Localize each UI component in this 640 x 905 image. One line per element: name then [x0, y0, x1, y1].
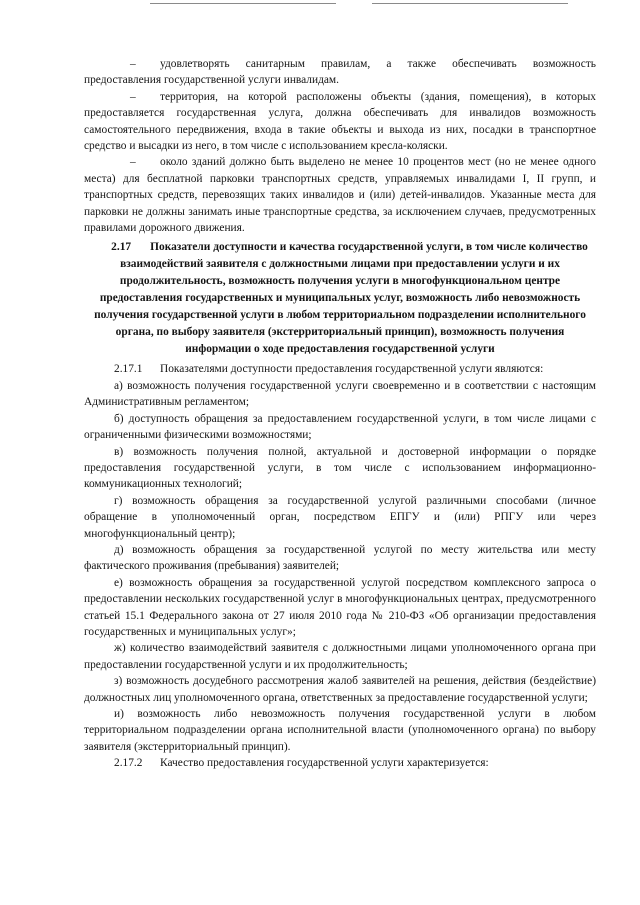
- subsection-2-17-1: [84, 361, 596, 377]
- scan-edge-line: [150, 3, 336, 4]
- list-item-z: з) возможность досудебного рассмотрения жалоб заявителей на решения, действия (бездействие) должностных лиц уполномоченного органа, ответственных за предоставление государственной услуги;: [84, 675, 596, 704]
- dash-marker: –: [130, 156, 136, 169]
- document-page: [84, 56, 596, 772]
- list-item-d: д) возможность обращения за государственной услугой по месту жительства или месту фактического проживания (пребывания) заявителей;: [84, 543, 596, 573]
- list-item-zh: ж) количество взаимодействий заявителя с должностными лицами уполномоченного органа при предоставлении государственной услуги и их продолжительность;: [84, 642, 596, 671]
- list-item-a: а) возможность получения государственной услуги своевременно и в соответствии с настоящим Административным регламентом;: [84, 379, 596, 409]
- section-title: Показатели доступности и качества государственной услуги, в том числе количество взаимодействий заявителя с должностными лицами при предоставлении услуги и их продолжительность, возможность получения услуги в многофункциональном центре предоставления государственных и муниципальных услуг, возможность либо невозможность получения государственной услуги в любом территориальном подразделении исполнительного органа, по выбору заявителя (экстерриториальный принцип), возможность получения информации о ходе предоставления государственной услуги: [94, 241, 588, 356]
- subsection-text: Показателями доступности предоставления государственной услуги являются:: [160, 363, 544, 376]
- dash-paragraph-3: – около зданий должно быть выделено не менее 10 процентов мест (но не менее одного места) для бесплатной парковки транспортных средств, управляемых инвалидами I, II групп, и транспортных средств, перевозящих таких инвалидов и (или) детей-инвалидов. Указанные места для парковки не должны занимать иные транспортные средства, за исключением случаев, предусмотренных правилами дорожного движения.: [84, 156, 596, 235]
- subsection-number: 2.17.1: [114, 363, 143, 376]
- section-heading: [84, 239, 596, 358]
- dash-marker: –: [130, 58, 136, 70]
- dash-marker: –: [130, 90, 136, 103]
- dash-paragraph-2: – территория, на которой расположены объекты (здания, помещения), в которых предоставляется государственная услуга, должна обеспечивать для инвалидов возможность самостоятельного передвижения, входа в такие объекты и выхода из них, посадки в транспортное средство и высадки из него, в том числе с использованием кресла-коляски.: [84, 90, 596, 153]
- list-item-b: б) доступность обращения за предоставлением государственной услуги, в том числе лицами с ограниченными физическими возможностями;: [84, 412, 596, 442]
- section-number: 2.17: [111, 241, 132, 254]
- subsection-2-17-2: [84, 755, 596, 771]
- list-item-i: и) возможность либо невозможность получения государственной услуги в любом территориальном подразделении органа исполнительной власти (уполномоченного органа) по выбору заявителя (экстерриториальный принцип).: [84, 708, 596, 753]
- dash-paragraph-1: – удовлетворять санитарным правилам, а также обеспечивать возможность предоставления государственной услуги инвалидам.: [84, 58, 596, 87]
- list-item-e: е) возможность обращения за государственной услугой посредством комплексного запроса о предоставлении нескольких государственной услуг в многофункциональных центрах, предусмотренного статьей 15.1 Федерального закона от 27 июля 2010 года № 210-ФЗ «Об организации предоставления государственных и муниципальных услуг»;: [84, 576, 596, 638]
- subsection-text: Качество предоставления государственной услуги характеризуется:: [160, 757, 489, 770]
- list-item-g: г) возможность обращения за государственной услугой различными способами (личное обращение в уполномоченный орган, посредством ЕПГУ и (или) РПГУ или через многофункциональный центр);: [84, 494, 596, 540]
- scan-edge-line: [372, 3, 568, 4]
- subsection-number: 2.17.2: [114, 757, 143, 770]
- list-item-v: в) возможность получения полной, актуальной и достоверной информации о порядке предоставления государственной услуги, в том числе с использованием информационно-коммуникационных технологий;: [84, 445, 596, 491]
